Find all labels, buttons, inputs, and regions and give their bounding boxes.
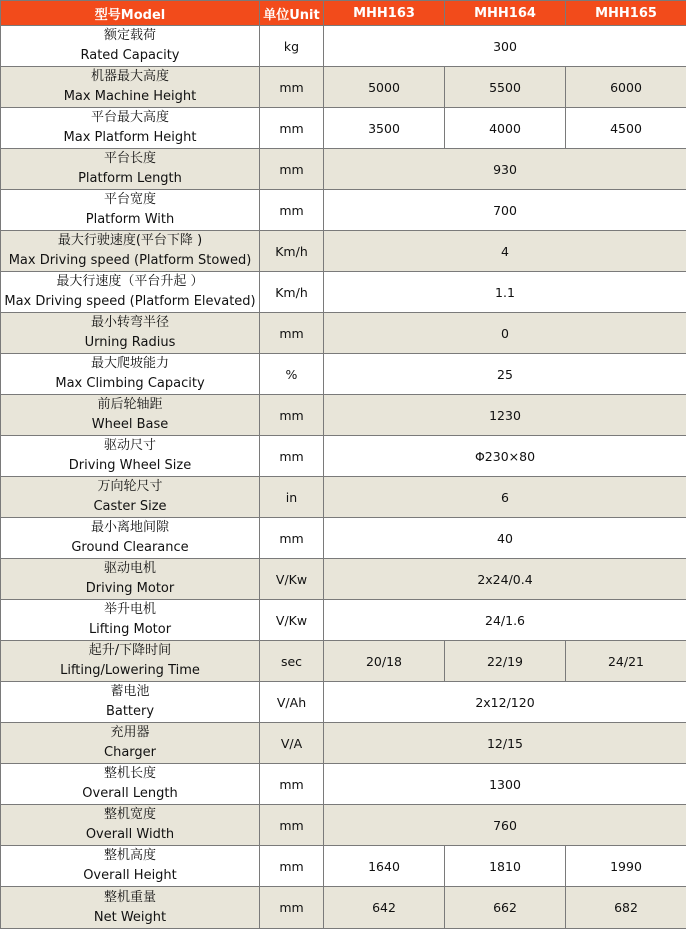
spec-name-en: Net Weight [1, 908, 259, 928]
spec-name-zh: 蓄电池 [1, 682, 259, 702]
spec-row [1, 764, 686, 805]
spec-value-all: 40 [324, 518, 686, 559]
spec-unit: in [260, 477, 324, 518]
spec-name-zh: 驱动电机 [1, 559, 259, 579]
spec-name-zh: 充用器 [1, 723, 259, 743]
spec-name-cell [1, 682, 260, 723]
spec-name-zh: 整机重量 [1, 888, 259, 908]
spec-row [1, 600, 686, 641]
header-unit: 单位Unit [260, 1, 324, 26]
spec-row [1, 67, 686, 108]
spec-value: 642 [324, 887, 445, 929]
spec-unit: kg [260, 26, 324, 67]
spec-row [1, 354, 686, 395]
spec-unit: mm [260, 805, 324, 846]
spec-row [1, 26, 686, 67]
spec-row [1, 231, 686, 272]
spec-name-cell [1, 67, 260, 108]
spec-unit: mm [260, 764, 324, 805]
header-mhh165: MHH165 [566, 1, 686, 26]
spec-name-en: Overall Width [1, 825, 259, 845]
spec-name-cell [1, 600, 260, 641]
spec-name-zh: 万向轮尺寸 [1, 477, 259, 497]
spec-value: 4000 [445, 108, 566, 149]
spec-name-en: Platform With [1, 210, 259, 230]
spec-name-en: Platform Length [1, 169, 259, 189]
spec-name-zh: 平台宽度 [1, 190, 259, 210]
spec-value-all: 1230 [324, 395, 686, 436]
spec-value-all: 2x24/0.4 [324, 559, 686, 600]
spec-name-cell [1, 518, 260, 559]
spec-name-zh: 平台最大高度 [1, 108, 259, 128]
spec-name-zh: 最大行速度（平台升起 ） [1, 272, 259, 292]
spec-unit: mm [260, 846, 324, 887]
spec-name-en: Max Climbing Capacity [1, 374, 259, 394]
spec-row [1, 887, 686, 929]
spec-name-en: Max Driving speed (Platform Stowed) [1, 251, 259, 271]
spec-name-en: Max Machine Height [1, 87, 259, 107]
spec-name-zh: 最小离地间隙 [1, 518, 259, 538]
spec-value: 5000 [324, 67, 445, 108]
spec-name-cell [1, 764, 260, 805]
spec-name-cell [1, 26, 260, 67]
spec-name-cell [1, 272, 260, 313]
spec-name-zh: 整机长度 [1, 764, 259, 784]
spec-row [1, 313, 686, 354]
spec-value-all: 0 [324, 313, 686, 354]
spec-name-zh: 举升电机 [1, 600, 259, 620]
spec-value: 1640 [324, 846, 445, 887]
spec-value: 1810 [445, 846, 566, 887]
spec-name-cell [1, 805, 260, 846]
spec-unit: mm [260, 190, 324, 231]
spec-name-en: Battery [1, 702, 259, 722]
spec-name-cell [1, 108, 260, 149]
spec-value-all: 930 [324, 149, 686, 190]
spec-value-all: 25 [324, 354, 686, 395]
spec-name-en: Lifting/Lowering Time [1, 661, 259, 681]
spec-value-all: 760 [324, 805, 686, 846]
spec-value-all: 12/15 [324, 723, 686, 764]
spec-row [1, 559, 686, 600]
spec-value-all: 1300 [324, 764, 686, 805]
spec-row [1, 108, 686, 149]
spec-unit: mm [260, 395, 324, 436]
spec-value-all: 24/1.6 [324, 600, 686, 641]
spec-name-cell [1, 190, 260, 231]
spec-name-cell [1, 723, 260, 764]
spec-name-zh: 最大行驶速度(平台下降 ) [1, 231, 259, 251]
header-mhh164: MHH164 [445, 1, 566, 26]
spec-value-all: 2x12/120 [324, 682, 686, 723]
spec-value: 24/21 [566, 641, 686, 682]
spec-unit: mm [260, 67, 324, 108]
spec-value-all: 700 [324, 190, 686, 231]
spec-row [1, 641, 686, 682]
spec-row [1, 477, 686, 518]
spec-name-en: Overall Height [1, 866, 259, 886]
spec-row [1, 272, 686, 313]
spec-body [1, 26, 686, 929]
spec-row [1, 846, 686, 887]
spec-name-cell [1, 477, 260, 518]
spec-unit: V/Ah [260, 682, 324, 723]
spec-value: 4500 [566, 108, 686, 149]
spec-name-zh: 整机宽度 [1, 805, 259, 825]
spec-name-en: Max Driving speed (Platform Elevated) [1, 292, 259, 312]
spec-unit: mm [260, 108, 324, 149]
spec-value-all: Φ230×80 [324, 436, 686, 477]
spec-name-cell [1, 354, 260, 395]
spec-unit: mm [260, 149, 324, 190]
spec-name-zh: 额定载荷 [1, 26, 259, 46]
spec-unit: Km/h [260, 272, 324, 313]
spec-name-en: Urning Radius [1, 333, 259, 353]
spec-row [1, 436, 686, 477]
spec-value: 6000 [566, 67, 686, 108]
spec-name-zh: 整机高度 [1, 846, 259, 866]
spec-name-en: Charger [1, 743, 259, 763]
spec-value: 20/18 [324, 641, 445, 682]
spec-row [1, 723, 686, 764]
spec-name-cell [1, 641, 260, 682]
spec-value-all: 4 [324, 231, 686, 272]
spec-name-en: Rated Capacity [1, 46, 259, 66]
header-model: 型号Model [1, 1, 260, 26]
spec-name-en: Driving Motor [1, 579, 259, 599]
spec-value: 662 [445, 887, 566, 929]
spec-row [1, 805, 686, 846]
spec-value: 5500 [445, 67, 566, 108]
spec-name-cell [1, 313, 260, 354]
spec-name-en: Caster Size [1, 497, 259, 517]
spec-name-zh: 机器最大高度 [1, 67, 259, 87]
spec-name-en: Driving Wheel Size [1, 456, 259, 476]
spec-name-cell [1, 559, 260, 600]
spec-name-cell [1, 231, 260, 272]
spec-name-en: Lifting Motor [1, 620, 259, 640]
spec-row [1, 682, 686, 723]
spec-unit: mm [260, 887, 324, 929]
spec-unit: V/Kw [260, 559, 324, 600]
spec-unit: % [260, 354, 324, 395]
spec-value: 682 [566, 887, 686, 929]
spec-row [1, 149, 686, 190]
spec-name-zh: 最大爬坡能力 [1, 354, 259, 374]
spec-row [1, 395, 686, 436]
spec-name-en: Wheel Base [1, 415, 259, 435]
spec-value-all: 300 [324, 26, 686, 67]
spec-value-all: 6 [324, 477, 686, 518]
spec-name-cell [1, 846, 260, 887]
spec-row [1, 518, 686, 559]
spec-name-cell [1, 149, 260, 190]
spec-name-cell [1, 395, 260, 436]
spec-name-zh: 平台长度 [1, 149, 259, 169]
spec-name-en: Overall Length [1, 784, 259, 804]
spec-unit: mm [260, 518, 324, 559]
spec-value: 22/19 [445, 641, 566, 682]
spec-name-cell [1, 887, 260, 929]
spec-unit: V/A [260, 723, 324, 764]
spec-value-all: 1.1 [324, 272, 686, 313]
spec-name-zh: 驱动尺寸 [1, 436, 259, 456]
header-mhh163: MHH163 [324, 1, 445, 26]
spec-name-en: Max Platform Height [1, 128, 259, 148]
spec-unit: Km/h [260, 231, 324, 272]
spec-name-cell [1, 436, 260, 477]
spec-name-en: Ground Clearance [1, 538, 259, 558]
spec-name-zh: 最小转弯半径 [1, 313, 259, 333]
spec-name-zh: 前后轮轴距 [1, 395, 259, 415]
spec-row [1, 190, 686, 231]
spec-value: 3500 [324, 108, 445, 149]
spec-name-zh: 起升/下降时间 [1, 641, 259, 661]
spec-unit: mm [260, 313, 324, 354]
spec-value: 1990 [566, 846, 686, 887]
spec-unit: mm [260, 436, 324, 477]
spec-unit: sec [260, 641, 324, 682]
header-row [1, 1, 686, 26]
spec-unit: V/Kw [260, 600, 324, 641]
